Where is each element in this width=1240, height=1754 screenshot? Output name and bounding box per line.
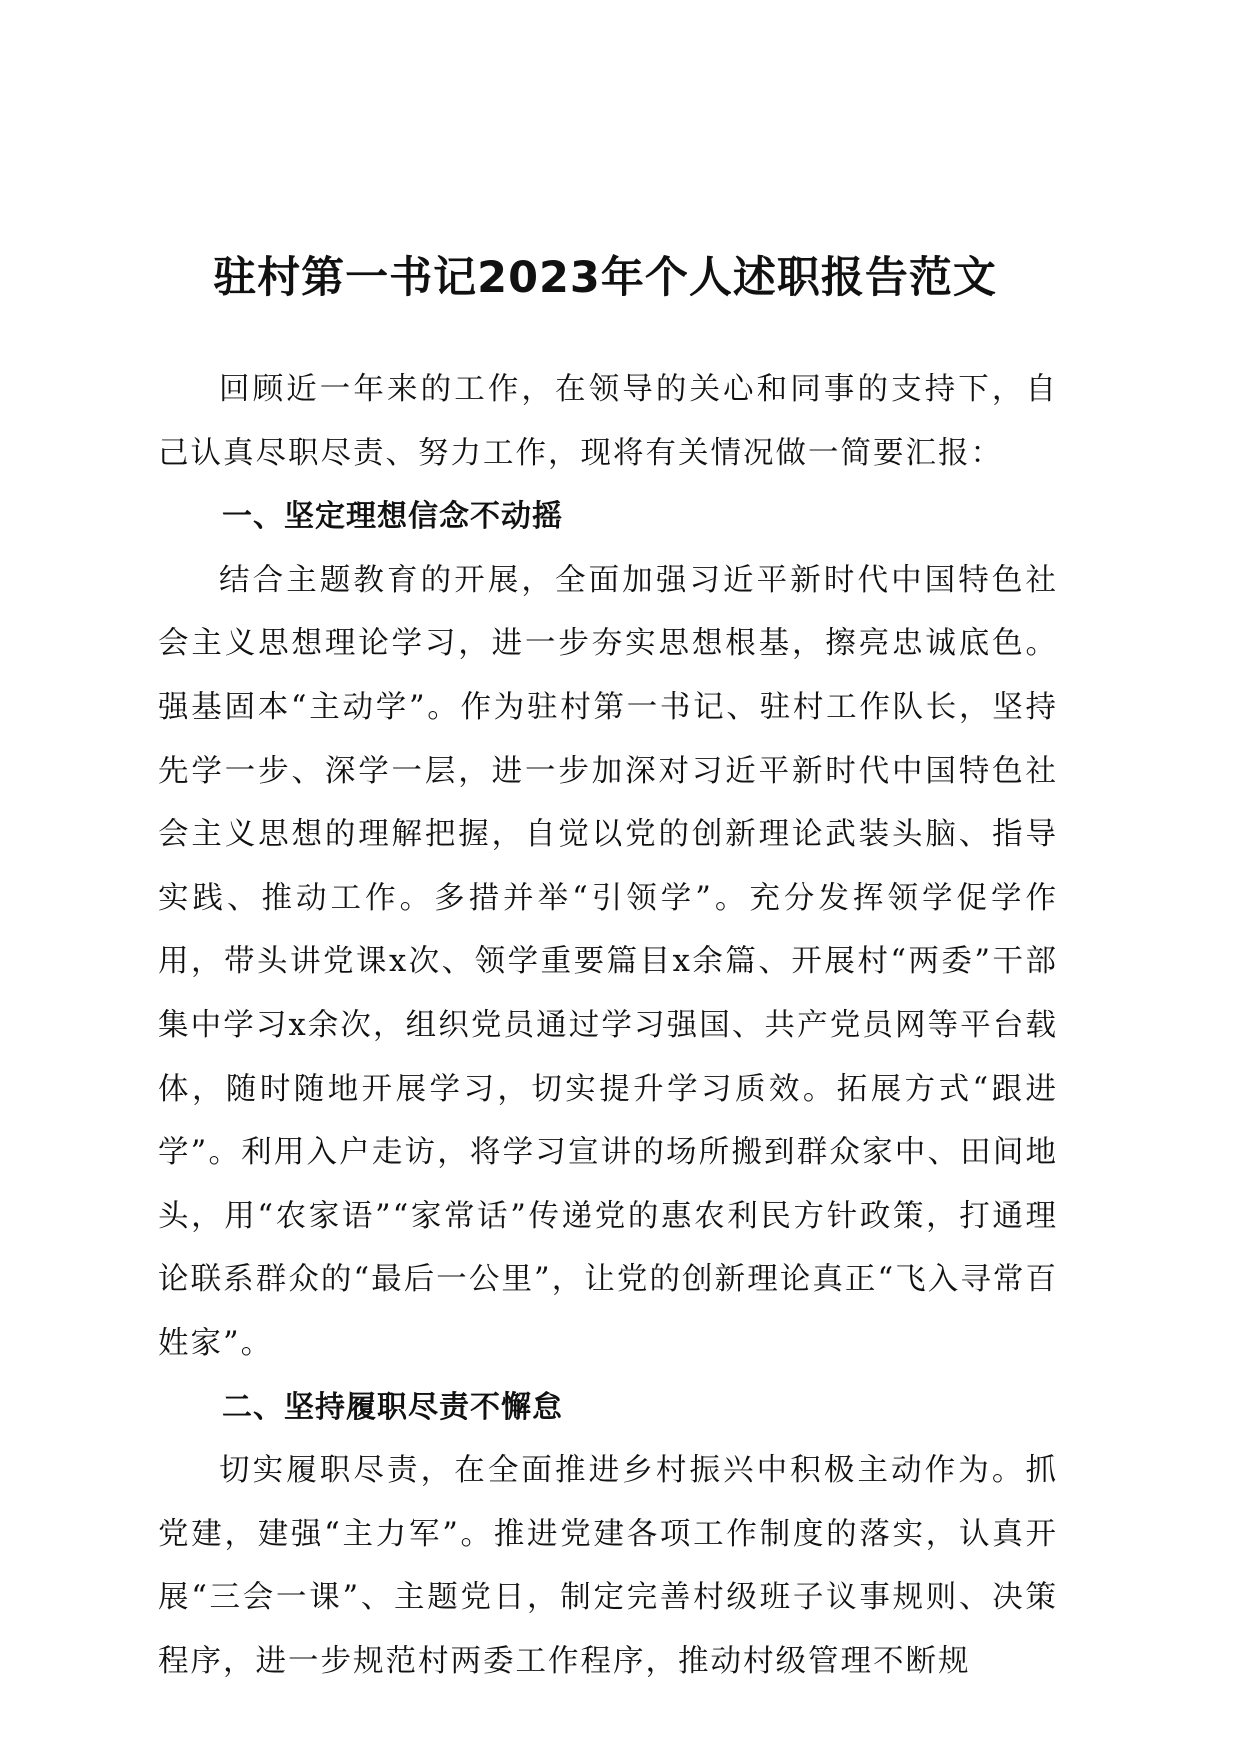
section-paragraph-2: 切实履职尽责，在全面推进乡村振兴中积极主动作为。抓党建，建强“主力军”。推进党建各项工作制度的落实，认真开展“三会一课”、主题党日，制定完善村级班子议事规则、决策程序，进一步规范村两委工作程序，推动村级管理不断规: [158, 1453, 1058, 1679]
document-body: [158, 358, 1058, 1693]
section-heading-2: 二、坚持履职尽责不懈怠: [222, 1389, 563, 1425]
document-title: 驻村第一书记2023年个人述职报告范文: [213, 253, 997, 303]
intro-paragraph: 回顾近一年来的工作，在领导的关心和同事的支持下，自己认真尽职尽责、努力工作，现将有关情况做一简要汇报：: [158, 372, 1058, 471]
section-paragraph-1: 结合主题教育的开展，全面加强习近平新时代中国特色社会主义思想理论学习，进一步夯实思想根基，擦亮忠诚底色。强基固本“主动学”。作为驻村第一书记、驻村工作队长，坚持先学一步、深学一层，进一步加深对习近平新时代中国特色社会主义思想的理解把握，自觉以党的创新理论武装头脑、指导实践、推动工作。多措并举“引领学”。充分发挥领学促学作用，带头讲党课x次、领学重要篇目x余篇、开展村“两委”干部集中学习x余次，组织党员通过学习强国、共产党员网等平台载体，随时随地开展学习，切实提升学习质效。拓展方式“跟进学”。利用入户走访，将学习宣讲的场所搬到群众家中、田间地头，用“农家语”“家常话”传递党的惠农利民方针政策，打通理论联系群众的“最后一公里”，让党的创新理论真正“飞入寻常百姓家”。: [158, 562, 1058, 1361]
section-heading-1: 一、坚定理想信念不动摇: [222, 499, 563, 535]
